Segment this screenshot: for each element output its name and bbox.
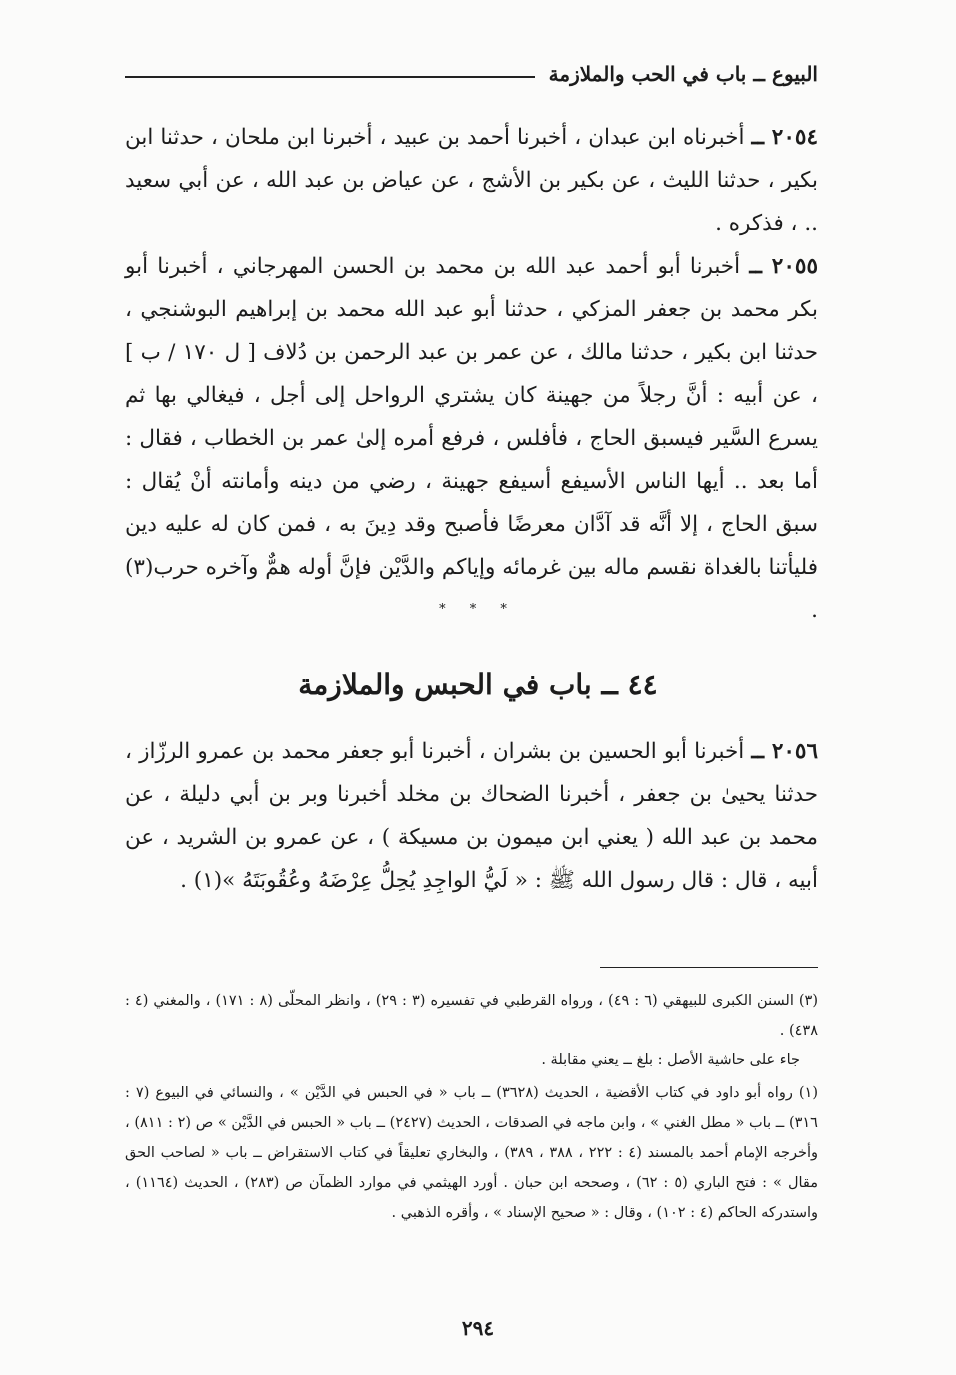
chapter-title: ٤٤ ــ باب في الحبس والملازمة [298,668,658,701]
hadith-number: ٢٠٥٤ ــ [751,125,818,150]
header-rule [125,76,535,78]
hadith-2055 [125,245,818,632]
hadith-number: ٢٠٥٥ ــ [749,254,818,279]
footnote-3-note: جاء على حاشية الأصل : بلغ ــ يعني مقابلة . [541,1052,800,1068]
footnote-1: (١) رواه أبو داود في كتاب الأقضية ، الحديث (٣٦٢٨) ــ باب « في الحبس في الدَّيْن » ، والنسائي في البيوع (٧ : ٣١٦) ــ باب « مطل الغني » ، وابن ماجه في الصدقات ، الحديث (٢٤٢٧) ــ باب « الحبس في الدَّيْن » ص (٢ : ٨١١) ، وأخرجه الإمام أحمد بالمسند (٤ : ٢٢٢ ، ٣٨٨ ، ٣٨٩) ، والبخاري تعليقاً في كتاب الاستقراض ــ باب « لصاحب الحق مقال » : فتح الباري (٥ : ٦٢) ، وصححه ابن حبان . أورد الهيثمي في موارد الظمآن ص (٢٨٣) ، الحديث (١١٦٤) ، واستدركه الحاكم (٤ : ١٠٢) ، وقال : « صحيح الإسناد » ، وأقره الذهبي . [125,1085,818,1221]
hadith-number: ٢٠٥٦ ــ [751,739,819,764]
hadith-text: أخبرنا أبو أحمد عبد الله بن محمد بن الحسن المهرجاني ، أخبرنا أبو بكر محمد بن جعفر المزكي ، حدثنا أبو عبد الله محمد بن إبراهيم البوشنجي ، حدثنا ابن بكير ، حدثنا مالك ، عن عمر بن عبد الرحمن بن دُلاف [ ل ١٧٠ / ب ] ، عن أبيه : أنَّ رجلاً من جهينة كان يشتري الرواحل إلى أجل ، فيغالي بها ثم يسرع السَّير فيسبق الحاج ، فأفلس ، فرفع أمره إلىٰ عمر بن الخطاب ، فقال : أما بعد .. أيها الناس الأسيفع أسيفع جهينة ، رضي من دينه وأمانته أنْ يُقال : سبق الحاج ، إلا أنَّه قد آدَّان معرضًا فأصبح وقد دِينَ به ، فمن كان له عليه دين فليأتنا بالغداة نقسم ماله بين غرمائه وإياكم والدَّيْن فإنَّ أوله همٌّ وآخره حرب(٣) . [125,254,819,623]
hadith-2054 [125,116,818,245]
page-number: ٢٩٤ [461,1316,495,1340]
section-separator: * * * [439,602,517,617]
hadith-text: أخبرناه ابن عبدان ، أخبرنا أحمد بن عبيد ، أخبرنا ابن ملحان ، حدثنا ابن بكير ، حدثنا الليث ، عن بكير بن الأشج ، عن عياض بن عبد الله ، عن أبي سعيد .. ، فذكره . [125,125,818,236]
hadith-text: أخبرنا أبو الحسين بن بشران ، أخبرنا أبو جعفر محمد بن عمرو الرزّاز ، حدثنا يحيىٰ بن جعفر ، أخبرنا الضحاك بن مخلد أخبرنا وبر بن أبي دليلة ، عن محمد بن عبد الله ( يعني ابن ميمون بن مسيكة ) ، عن عمرو بن الشريد ، عن أبيه ، قال : قال رسول الله ﷺ : « لَيُّ الواجِدِ يُحِلُّ عِرْضَهُ وعُقُوبَتَهُ »(١) . [125,739,818,893]
footnote-rule [600,967,818,968]
hadith-2056 [125,730,818,902]
footnote-3: (٣) السنن الكبرى للبيهقي (٦ : ٤٩) ، ورواه القرطبي في تفسيره (٣ : ٢٩) ، وانظر المحلّى (٨ : ١٧١) ، والمغني (٤ : ٤٣٨) . [125,993,819,1039]
page-header [125,54,818,94]
running-head: البيوع ــ باب في الحب والملازمة [548,62,818,86]
